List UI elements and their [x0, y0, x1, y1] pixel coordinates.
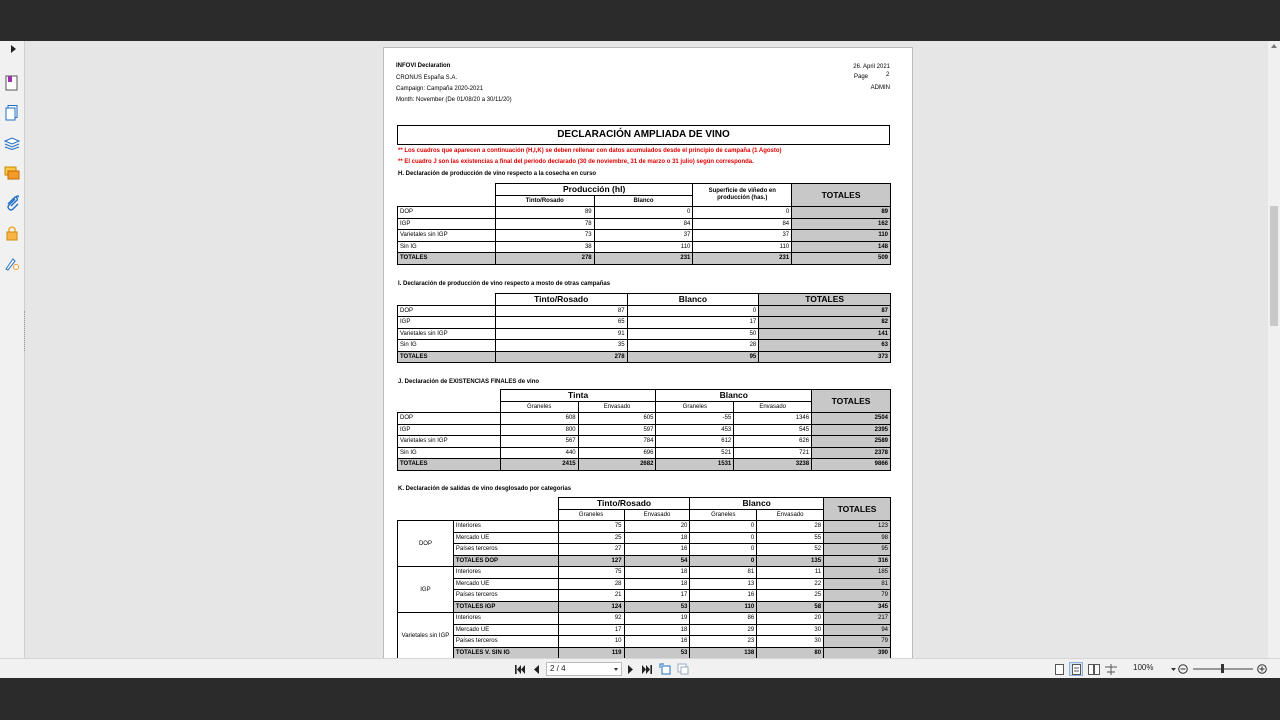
table-row — [398, 218, 891, 230]
table-cell: 800 — [500, 424, 578, 436]
table-cell: Envasado — [734, 401, 812, 413]
table-cell: 25 — [558, 532, 624, 544]
i-head-blanco: Blanco — [627, 294, 759, 306]
table-cell: 21 — [558, 590, 624, 602]
table-cell: 17 — [558, 624, 624, 636]
continuous-view-icon[interactable] — [1069, 662, 1083, 676]
table-cell: 17 — [627, 317, 759, 329]
left-toolbar — [0, 41, 25, 658]
k-head-blanco: Blanco — [690, 498, 824, 510]
table-row — [398, 241, 891, 253]
table-cell: 3238 — [734, 459, 812, 471]
table-cell: 94 — [824, 624, 891, 636]
table-cell: 75 — [558, 521, 624, 533]
table-cell: 608 — [500, 413, 578, 425]
table-row — [398, 567, 891, 579]
table-cell: Envasado — [578, 401, 656, 413]
table-cell: Interiores — [453, 567, 558, 579]
table-cell: 65 — [495, 317, 627, 329]
table-cell: IGP — [398, 317, 496, 329]
table-cell — [398, 509, 454, 521]
i-head-totales: TOTALES — [759, 294, 891, 306]
h-head-totales: TOTALES — [792, 184, 891, 207]
page-label: Page — [854, 74, 869, 80]
comments-icon[interactable] — [4, 165, 20, 181]
table-cell: Graneles — [656, 401, 734, 413]
k-head-tinto: Tinto/Rosado — [558, 498, 690, 510]
table-cell: 16 — [624, 544, 690, 556]
note-cumulative: ** Los cuadros que aparecen a continuación (H,I,K) se deben rellenar con datos acumulados desde el principio de campaña (1 Agosto) — [398, 148, 782, 154]
table-h — [397, 183, 891, 265]
table-cell: 10 — [558, 636, 624, 648]
table-cell: 721 — [734, 447, 812, 459]
k-group-dop: DOP — [398, 521, 454, 567]
table-row — [398, 544, 891, 556]
first-page-button[interactable] — [514, 662, 526, 676]
table-cell: Varietales sin IGP — [398, 436, 501, 448]
section-h-title: H. Declaración de producción de vino respecto a la cosecha en curso — [398, 171, 597, 177]
table-cell: 18 — [624, 624, 690, 636]
last-page-button[interactable] — [641, 662, 653, 676]
table-cell: Graneles — [558, 509, 624, 521]
zoom-level[interactable]: 100% — [1133, 663, 1154, 672]
table-cell: 2504 — [812, 413, 891, 425]
scrollbar-thumb[interactable] — [1270, 206, 1278, 326]
table-cell: 52 — [757, 544, 824, 556]
table-row — [398, 413, 891, 425]
page-number: 2 — [886, 72, 890, 78]
table-cell: 16 — [624, 636, 690, 648]
section-j-title: J. Declaración de EXISTENCIAS FINALES de vino — [398, 379, 540, 385]
j-head-totales: TOTALES — [812, 390, 891, 413]
table-cell: 98 — [824, 532, 891, 544]
table-row — [398, 436, 891, 448]
previous-view-icon[interactable] — [658, 662, 672, 676]
table-cell: 124 — [558, 601, 624, 613]
table-row — [398, 532, 891, 544]
table-cell: 78 — [495, 218, 594, 230]
two-page-view-icon[interactable] — [1087, 662, 1101, 676]
table-cell: 79 — [824, 636, 891, 648]
table-cell: -55 — [656, 413, 734, 425]
table-cell: 373 — [759, 351, 891, 363]
table-cell: 50 — [627, 328, 759, 340]
report-user: ADMIN — [870, 85, 890, 91]
panel-resize-grip[interactable] — [24, 311, 27, 351]
table-cell: 95 — [824, 544, 891, 556]
table-row — [398, 424, 891, 436]
table-cell: TOTALES — [398, 351, 496, 363]
table-cell — [398, 401, 501, 413]
table-cell: 696 — [578, 447, 656, 459]
table-cell — [398, 294, 496, 306]
table-cell: 35 — [495, 340, 627, 352]
table-cell: 135 — [757, 555, 824, 567]
table-cell: 18 — [624, 567, 690, 579]
table-cell: 2395 — [812, 424, 891, 436]
table-cell: 20 — [624, 521, 690, 533]
table-cell: 18 — [624, 532, 690, 544]
table-cell: 0 — [627, 305, 759, 317]
table-row — [398, 328, 891, 340]
h-head-tinto: Tinto/Rosado — [495, 195, 594, 207]
table-cell: DOP — [398, 413, 501, 425]
table-cell: 0 — [690, 521, 757, 533]
table-cell: TOTALES — [398, 253, 496, 265]
table-cell: 53 — [624, 647, 690, 659]
k-head-totales: TOTALES — [824, 498, 891, 521]
two-page-continuous-icon[interactable] — [1104, 662, 1118, 676]
table-cell: 110 — [594, 241, 693, 253]
table-row — [398, 613, 891, 625]
navigation-bar — [0, 658, 1280, 678]
table-cell: 141 — [759, 328, 891, 340]
chevron-down-icon[interactable] — [614, 668, 618, 671]
table-cell: 28 — [757, 521, 824, 533]
table-cell: 11 — [757, 567, 824, 579]
table-row — [398, 340, 891, 352]
table-cell — [453, 498, 558, 510]
table-cell: 30 — [757, 624, 824, 636]
table-cell: TOTALES DOP — [453, 555, 558, 567]
table-row — [398, 636, 891, 648]
table-cell: 81 — [690, 567, 757, 579]
table-cell — [398, 184, 496, 196]
table-row — [398, 305, 891, 317]
window-bottom-bar — [0, 678, 1280, 720]
table-cell: TOTALES V. SIN IG — [453, 647, 558, 659]
table-cell: 0 — [693, 207, 792, 219]
table-cell: 20 — [757, 613, 824, 625]
month-label: Month: November (De 01/08/20 a 30/11/20) — [396, 97, 512, 103]
table-cell: 453 — [656, 424, 734, 436]
table-cell: 1531 — [656, 459, 734, 471]
table-cell: Graneles — [690, 509, 757, 521]
table-cell: 23 — [690, 636, 757, 648]
table-cell: 29 — [690, 624, 757, 636]
table-cell: 9866 — [812, 459, 891, 471]
table-cell: 75 — [558, 567, 624, 579]
i-head-tinto: Tinto/Rosado — [495, 294, 627, 306]
table-cell: Envasado — [624, 509, 690, 521]
table-cell: 148 — [792, 241, 891, 253]
table-cell: 92 — [558, 613, 624, 625]
table-cell: Varietales sin IGP — [398, 328, 496, 340]
table-cell: Interiores — [453, 521, 558, 533]
table-cell: 80 — [757, 647, 824, 659]
expand-panel-icon[interactable] — [11, 45, 16, 53]
window-top-bar — [0, 0, 1280, 41]
table-j — [397, 389, 891, 471]
page-number-input[interactable] — [546, 662, 622, 676]
table-cell: 597 — [578, 424, 656, 436]
vertical-scrollbar[interactable] — [1268, 41, 1280, 658]
table-cell: TOTALES IGP — [453, 601, 558, 613]
table-cell: 626 — [734, 436, 812, 448]
table-cell — [398, 195, 496, 207]
table-cell: 54 — [624, 555, 690, 567]
next-page-button[interactable] — [626, 662, 636, 676]
table-cell: 127 — [558, 555, 624, 567]
company-name: CRONUS España S.A. — [396, 75, 458, 81]
lock-icon[interactable] — [4, 225, 20, 241]
table-cell: 38 — [495, 241, 594, 253]
table-cell: 0 — [690, 555, 757, 567]
table-cell — [398, 498, 454, 510]
table-cell: 63 — [759, 340, 891, 352]
table-totals-row — [398, 601, 891, 613]
table-cell: 73 — [495, 230, 594, 242]
table-cell: 0 — [690, 532, 757, 544]
table-cell: 123 — [824, 521, 891, 533]
table-cell: 509 — [792, 253, 891, 265]
j-head-blanco: Blanco — [656, 390, 812, 402]
table-cell: 55 — [757, 532, 824, 544]
table-cell: DOP — [398, 207, 496, 219]
table-cell: 25 — [757, 590, 824, 602]
pdf-page — [383, 47, 913, 678]
table-totals-row — [398, 351, 891, 363]
table-cell: Sin IG — [398, 340, 496, 352]
section-i-title: I. Declaración de producción de vino respecto a mosto de otras campañas — [398, 281, 611, 287]
table-cell: TOTALES — [398, 459, 501, 471]
table-cell: 2589 — [812, 436, 891, 448]
single-page-view-icon[interactable] — [1053, 662, 1065, 676]
table-cell: 27 — [558, 544, 624, 556]
table-row — [398, 230, 891, 242]
table-cell: 345 — [824, 601, 891, 613]
note-stocks: ** El cuadro J son las existencias a final del periodo declarado (30 de noviembre, 31 de marzo o 31 julio) según corresponda. — [398, 159, 754, 165]
table-cell: 22 — [757, 578, 824, 590]
table-cell — [453, 509, 558, 521]
next-view-icon[interactable] — [676, 662, 690, 676]
table-cell: 567 — [500, 436, 578, 448]
table-cell: 18 — [624, 578, 690, 590]
k-group-varietales: Varietales sin IGP — [398, 613, 454, 659]
table-cell — [398, 390, 501, 402]
table-cell: 278 — [495, 253, 594, 265]
table-row — [398, 447, 891, 459]
table-k — [397, 497, 891, 659]
table-cell: 278 — [495, 351, 627, 363]
report-date: 26. April 2021 — [853, 64, 890, 70]
table-cell: 86 — [690, 613, 757, 625]
table-cell: 110 — [693, 241, 792, 253]
table-totals-row — [398, 555, 891, 567]
k-group-igp: IGP — [398, 567, 454, 613]
table-cell: 89 — [792, 207, 891, 219]
table-cell: 2682 — [578, 459, 656, 471]
zoom-dropdown-icon[interactable] — [1169, 662, 1177, 676]
table-cell: Graneles — [500, 401, 578, 413]
table-cell: 612 — [656, 436, 734, 448]
table-totals-row — [398, 459, 891, 471]
table-cell: 110 — [690, 601, 757, 613]
table-cell: 58 — [757, 601, 824, 613]
table-cell: 162 — [792, 218, 891, 230]
table-cell: Países terceros — [453, 544, 558, 556]
zoom-slider-handle[interactable] — [1221, 664, 1224, 673]
table-cell: 19 — [624, 613, 690, 625]
table-cell: 87 — [759, 305, 891, 317]
table-cell: Países terceros — [453, 636, 558, 648]
page-indicator: 2 / 4 — [550, 664, 566, 673]
scroll-up-icon[interactable] — [1271, 44, 1277, 48]
h-head-superficie: Superficie de viñedo en producción (has.) — [693, 184, 792, 207]
table-cell: 16 — [690, 590, 757, 602]
table-cell: 217 — [824, 613, 891, 625]
table-cell: 110 — [792, 230, 891, 242]
table-cell: 545 — [734, 424, 812, 436]
table-cell: Interiores — [453, 613, 558, 625]
table-cell: 521 — [656, 447, 734, 459]
table-cell: 53 — [624, 601, 690, 613]
previous-page-button[interactable] — [531, 662, 541, 676]
table-cell: 87 — [495, 305, 627, 317]
table-cell: 79 — [824, 590, 891, 602]
pdf-viewer — [0, 41, 1280, 678]
zoom-in-icon[interactable] — [1256, 662, 1268, 676]
table-cell: 440 — [500, 447, 578, 459]
zoom-out-icon[interactable] — [1177, 662, 1189, 676]
table-cell: 316 — [824, 555, 891, 567]
table-cell: 84 — [594, 218, 693, 230]
table-cell: Varietales sin IGP — [398, 230, 496, 242]
table-cell: Mercado UE — [453, 532, 558, 544]
layers-icon[interactable] — [4, 135, 20, 151]
report-title: INFOVI Declaration — [396, 63, 451, 69]
attachment-icon[interactable] — [4, 195, 20, 211]
table-cell: 0 — [594, 207, 693, 219]
table-row — [398, 317, 891, 329]
table-totals-row — [398, 647, 891, 659]
table-row — [398, 521, 891, 533]
table-cell: Mercado UE — [453, 624, 558, 636]
table-cell: 82 — [759, 317, 891, 329]
table-cell: 17 — [624, 590, 690, 602]
table-cell: 605 — [578, 413, 656, 425]
table-cell: 28 — [558, 578, 624, 590]
table-cell: 138 — [690, 647, 757, 659]
table-row — [398, 590, 891, 602]
table-cell: 30 — [757, 636, 824, 648]
signature-icon[interactable] — [4, 255, 20, 271]
table-cell: 37 — [693, 230, 792, 242]
table-cell: Sin IG — [398, 447, 501, 459]
table-cell: Países terceros — [453, 590, 558, 602]
table-cell: Mercado UE — [453, 578, 558, 590]
table-cell: 2378 — [812, 447, 891, 459]
table-cell: 0 — [690, 544, 757, 556]
table-cell: 1346 — [734, 413, 812, 425]
campaign-label: Campaign: Campaña 2020-2021 — [396, 86, 484, 92]
table-cell: 119 — [558, 647, 624, 659]
table-cell: 185 — [824, 567, 891, 579]
table-cell: 784 — [578, 436, 656, 448]
table-i — [397, 293, 891, 363]
pages-icon[interactable] — [4, 105, 20, 121]
table-cell: 84 — [693, 218, 792, 230]
table-cell: 390 — [824, 647, 891, 659]
table-cell: 13 — [690, 578, 757, 590]
table-totals-row — [398, 253, 891, 265]
table-cell: 231 — [693, 253, 792, 265]
table-cell: Sin IG — [398, 241, 496, 253]
table-cell: 89 — [495, 207, 594, 219]
table-cell: 28 — [627, 340, 759, 352]
h-head-blanco: Blanco — [594, 195, 693, 207]
table-cell: 2415 — [500, 459, 578, 471]
j-head-tinta: Tinta — [500, 390, 656, 402]
table-cell: DOP — [398, 305, 496, 317]
h-head-produccion: Producción (hl) — [495, 184, 693, 196]
table-cell: 81 — [824, 578, 891, 590]
table-cell: 37 — [594, 230, 693, 242]
bookmark-icon[interactable] — [4, 75, 20, 91]
section-k-title: K. Declaración de salidas de vino desglosado por categorias — [398, 486, 572, 492]
table-cell: Envasado — [757, 509, 824, 521]
table-row — [398, 207, 891, 219]
table-cell: 91 — [495, 328, 627, 340]
table-cell: IGP — [398, 424, 501, 436]
table-row — [398, 578, 891, 590]
document-heading: DECLARACIÓN AMPLIADA DE VINO — [397, 125, 890, 145]
table-row — [398, 624, 891, 636]
table-cell: 95 — [627, 351, 759, 363]
table-cell: 231 — [594, 253, 693, 265]
table-cell: IGP — [398, 218, 496, 230]
